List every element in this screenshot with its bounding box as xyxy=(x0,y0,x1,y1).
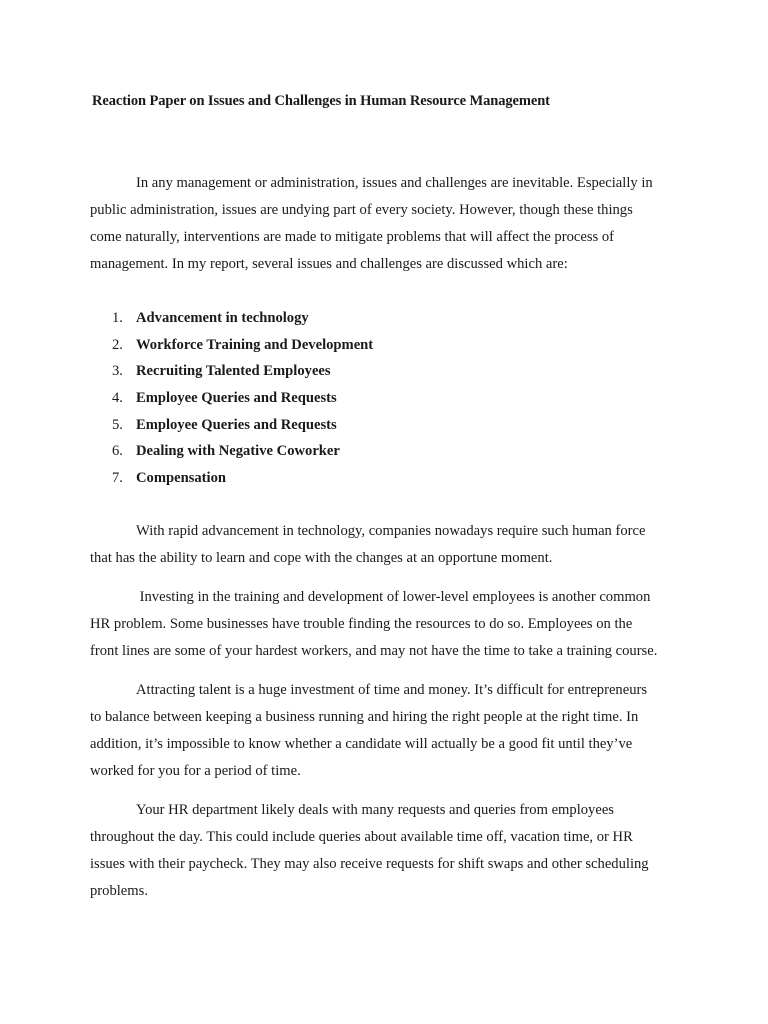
list-text: Recruiting Talented Employees xyxy=(136,363,331,380)
list-number: 4. xyxy=(112,390,123,407)
list-number: 7. xyxy=(112,470,123,487)
intro-line: management. In my report, several issues and challenges are discussed which are: xyxy=(90,256,568,272)
queries-line: issues with their paycheck. They may also receive requests for shift swaps and other scheduling xyxy=(90,856,649,872)
technology-line: With rapid advancement in technology, companies nowadays require such human force xyxy=(136,523,646,539)
intro-line: public administration, issues are undying part of every society. However, though these things xyxy=(90,202,633,218)
training-paragraph xyxy=(90,584,690,665)
queries-line: Your HR department likely deals with many requests and queries from employees xyxy=(136,802,614,818)
document-title: Reaction Paper on Issues and Challenges in Human Resource Management xyxy=(92,93,550,109)
talent-paragraph xyxy=(90,677,690,785)
talent-line: Attracting talent is a huge investment of time and money. It’s difficult for entrepreneurs xyxy=(136,682,648,698)
intro-line: In any management or administration, issues and challenges are inevitable. Especially in xyxy=(136,175,653,191)
technology-paragraph xyxy=(90,518,690,572)
list-text: Workforce Training and Development xyxy=(136,336,374,353)
talent-line: worked for you for a period of time. xyxy=(90,763,301,779)
queries-line: throughout the day. This could include queries about available time off, vacation time, or HR xyxy=(90,829,633,845)
list-text: Employee Queries and Requests xyxy=(136,416,337,433)
list-text: Dealing with Negative Coworker xyxy=(136,443,340,460)
intro-line: come naturally, interventions are made to mitigate problems that will affect the process of xyxy=(90,229,614,245)
training-line: Investing in the training and development of lower-level employees is another common xyxy=(136,589,651,605)
list-text: Compensation xyxy=(136,470,227,487)
list-number: 6. xyxy=(112,443,123,460)
talent-line: to balance between keeping a business running and hiring the right people at the right time. In xyxy=(90,709,639,725)
list-number: 3. xyxy=(112,363,123,380)
training-line: front lines are some of your hardest workers, and may not have the time to take a training course. xyxy=(90,643,658,659)
queries-line: problems. xyxy=(90,883,148,899)
technology-line: that has the ability to learn and cope with the changes at an opportune moment. xyxy=(90,550,553,566)
training-line: HR problem. Some businesses have trouble finding the resources to do so. Employees on the xyxy=(90,616,633,632)
list-number: 2. xyxy=(112,336,123,353)
list-text: Employee Queries and Requests xyxy=(136,390,337,407)
list-text: Advancement in technology xyxy=(136,310,309,326)
talent-line: addition, it’s impossible to know whether a candidate will actually be a good fit until they’ve xyxy=(90,736,633,752)
list-number: 5. xyxy=(112,416,123,433)
intro-paragraph xyxy=(90,170,690,278)
queries-paragraph xyxy=(90,797,690,905)
list-number: 1. xyxy=(112,310,123,326)
